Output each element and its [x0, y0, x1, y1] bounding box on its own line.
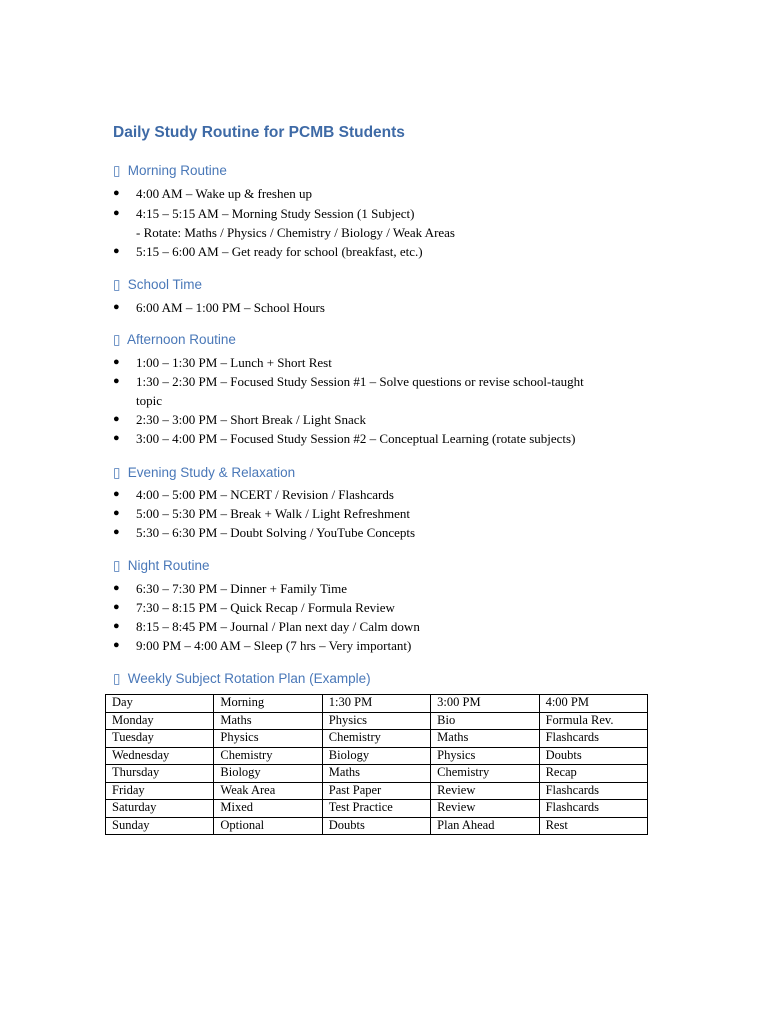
table-row	[106, 800, 648, 818]
weekly-rotation-table	[105, 694, 648, 835]
table-cell: Physics	[214, 730, 322, 748]
table-cell: Test Practice	[322, 800, 430, 818]
table-cell: Past Paper	[322, 782, 430, 800]
bullet-icon: ●	[113, 301, 120, 313]
section-heading-weekly-plan	[113, 671, 371, 687]
table-cell: Maths	[431, 730, 539, 748]
table-cell: Sunday	[106, 817, 214, 835]
missing-glyph-icon: ▯	[113, 163, 121, 178]
table-cell: Friday	[106, 782, 214, 800]
table-cell: Mixed	[214, 800, 322, 818]
list-item-continuation: topic	[136, 393, 162, 408]
table-cell: Maths	[322, 765, 430, 783]
table-row	[106, 782, 648, 800]
bullet-icon: ●	[113, 507, 120, 519]
bullet-icon: ●	[113, 356, 120, 368]
missing-glyph-icon: ▯	[113, 465, 121, 480]
table-row	[106, 712, 648, 730]
bullet-icon: ●	[113, 526, 120, 538]
section-heading-label: Weekly Subject Rotation Plan (Example)	[127, 671, 371, 686]
section-heading-label: Afternoon Routine	[127, 332, 236, 347]
document-page: Daily Study Routine for PCMB Students ▯ Morning Routine ● 4:00 AM – Wake up & freshen up ● 4:15 – 5:15 AM – Morning Study Session (1 Subject) - Rotate: Maths / Physics / Chemistry / Biology / Weak Areas ● 5:15 – 6:00 AM – Get ready for school (breakfast, etc.) ▯ School Time ● 6:00 AM – 1:00 PM – School Hours ▯ Afternoon Routine ● 1:00 – 1:30 PM – Lunch + Short Rest ● 1:30 – 2:30 PM – Focused Study Session #1 – Solve questions or revise school-taught topic ● 2:30 – 3:00 PM – Short Break / Light Snack ● 3:00 – 4:00 PM – Focused Study Session #2 – Conceptual Learning (rotate subjects) ▯ Evening Study & Relaxation ● 4:00 – 5:00 PM – NCERT / Revision / Flashcards ● 5:00 – 5:30 PM – Break + Walk / Light Refreshment ● 5:30 – 6:30 PM – Doubt Solving / YouTube Concepts ▯ Night Routine ● 6:30 – 7:30 PM – Dinner + Family Time ● 7:30 – 8:15 PM – Quick Recap / Formula Review ● 8:15 – 8:45 PM – Journal / Plan next day / Calm down ● 9:00 PM – 4:00 AM – Sleep (7 hrs – Very important) ▯ Weekly Subject Rotation Plan (Example) Day Morning 1:30 PM 3:00 PM 4:00 PM Monday Maths Physics Bio Formula Rev. Tuesday Physics Chemistry Maths Flashcards Wednesday Chemistry Biology Physics Doubts Thursday Biology Maths Chemistry Recap Friday Weak Area Past Paper Review Flashcards Saturday Mixed Test Practice Review Flashcards Sunday Optional Doubts Plan Ahead Rest	[0, 0, 768, 1024]
document-title: Daily Study Routine for PCMB Students	[113, 124, 405, 141]
section-heading-label: Evening Study & Relaxation	[127, 465, 296, 480]
section-heading-label: School Time	[127, 277, 203, 292]
section-heading-afternoon	[113, 332, 236, 348]
table-cell: Biology	[322, 747, 430, 765]
bullet-icon: ●	[113, 207, 120, 219]
table-cell: Monday	[106, 712, 214, 730]
section-heading-night	[113, 558, 210, 574]
table-cell: Review	[431, 782, 539, 800]
table-cell: Wednesday	[106, 747, 214, 765]
bullet-icon: ●	[113, 375, 120, 387]
bullet-icon: ●	[113, 639, 120, 651]
table-cell: Flashcards	[539, 730, 647, 748]
table-row	[106, 817, 648, 835]
bullet-icon: ●	[113, 413, 120, 425]
missing-glyph-icon: ▯	[113, 558, 121, 573]
section-heading-morning	[113, 163, 227, 179]
table-cell: Thursday	[106, 765, 214, 783]
table-cell: Plan Ahead	[431, 817, 539, 835]
table-header-cell: 4:00 PM	[539, 695, 647, 713]
missing-glyph-icon: ▯	[113, 671, 121, 686]
table-cell: Physics	[322, 712, 430, 730]
bullet-icon: ●	[113, 582, 120, 594]
table-header-cell: Morning	[214, 695, 322, 713]
bullet-icon: ●	[113, 245, 120, 257]
section-heading-label: Night Routine	[127, 558, 210, 573]
missing-glyph-icon: ▯	[113, 332, 121, 347]
table-cell: Chemistry	[322, 730, 430, 748]
table-cell: Biology	[214, 765, 322, 783]
table-row	[106, 747, 648, 765]
table-cell: Doubts	[322, 817, 430, 835]
list-item-continuation: - Rotate: Maths / Physics / Chemistry / Biology / Weak Areas	[136, 225, 455, 240]
table-cell: Rest	[539, 817, 647, 835]
table-cell: Flashcards	[539, 800, 647, 818]
table-cell: Saturday	[106, 800, 214, 818]
table-cell: Bio	[431, 712, 539, 730]
bullet-icon: ●	[113, 187, 120, 199]
table-cell: Doubts	[539, 747, 647, 765]
table-header-cell: 3:00 PM	[431, 695, 539, 713]
bullet-icon: ●	[113, 432, 120, 444]
section-heading-label: Morning Routine	[127, 163, 227, 178]
bullet-icon: ●	[113, 620, 120, 632]
table-header-row	[106, 695, 648, 713]
section-heading-school	[113, 277, 202, 293]
table-cell: Maths	[214, 712, 322, 730]
bullet-icon: ●	[113, 601, 120, 613]
table-cell: Flashcards	[539, 782, 647, 800]
bullet-icon: ●	[113, 488, 120, 500]
table-cell: Weak Area	[214, 782, 322, 800]
table-cell: Recap	[539, 765, 647, 783]
table-cell: Review	[431, 800, 539, 818]
table-cell: Chemistry	[214, 747, 322, 765]
section-heading-evening	[113, 465, 295, 481]
table-row	[106, 730, 648, 748]
table-header-cell: Day	[106, 695, 214, 713]
table-row	[106, 765, 648, 783]
table-cell: Chemistry	[431, 765, 539, 783]
table-cell: Tuesday	[106, 730, 214, 748]
missing-glyph-icon: ▯	[113, 277, 121, 292]
table-cell: Formula Rev.	[539, 712, 647, 730]
table-cell: Optional	[214, 817, 322, 835]
table-cell: Physics	[431, 747, 539, 765]
table-header-cell: 1:30 PM	[322, 695, 430, 713]
